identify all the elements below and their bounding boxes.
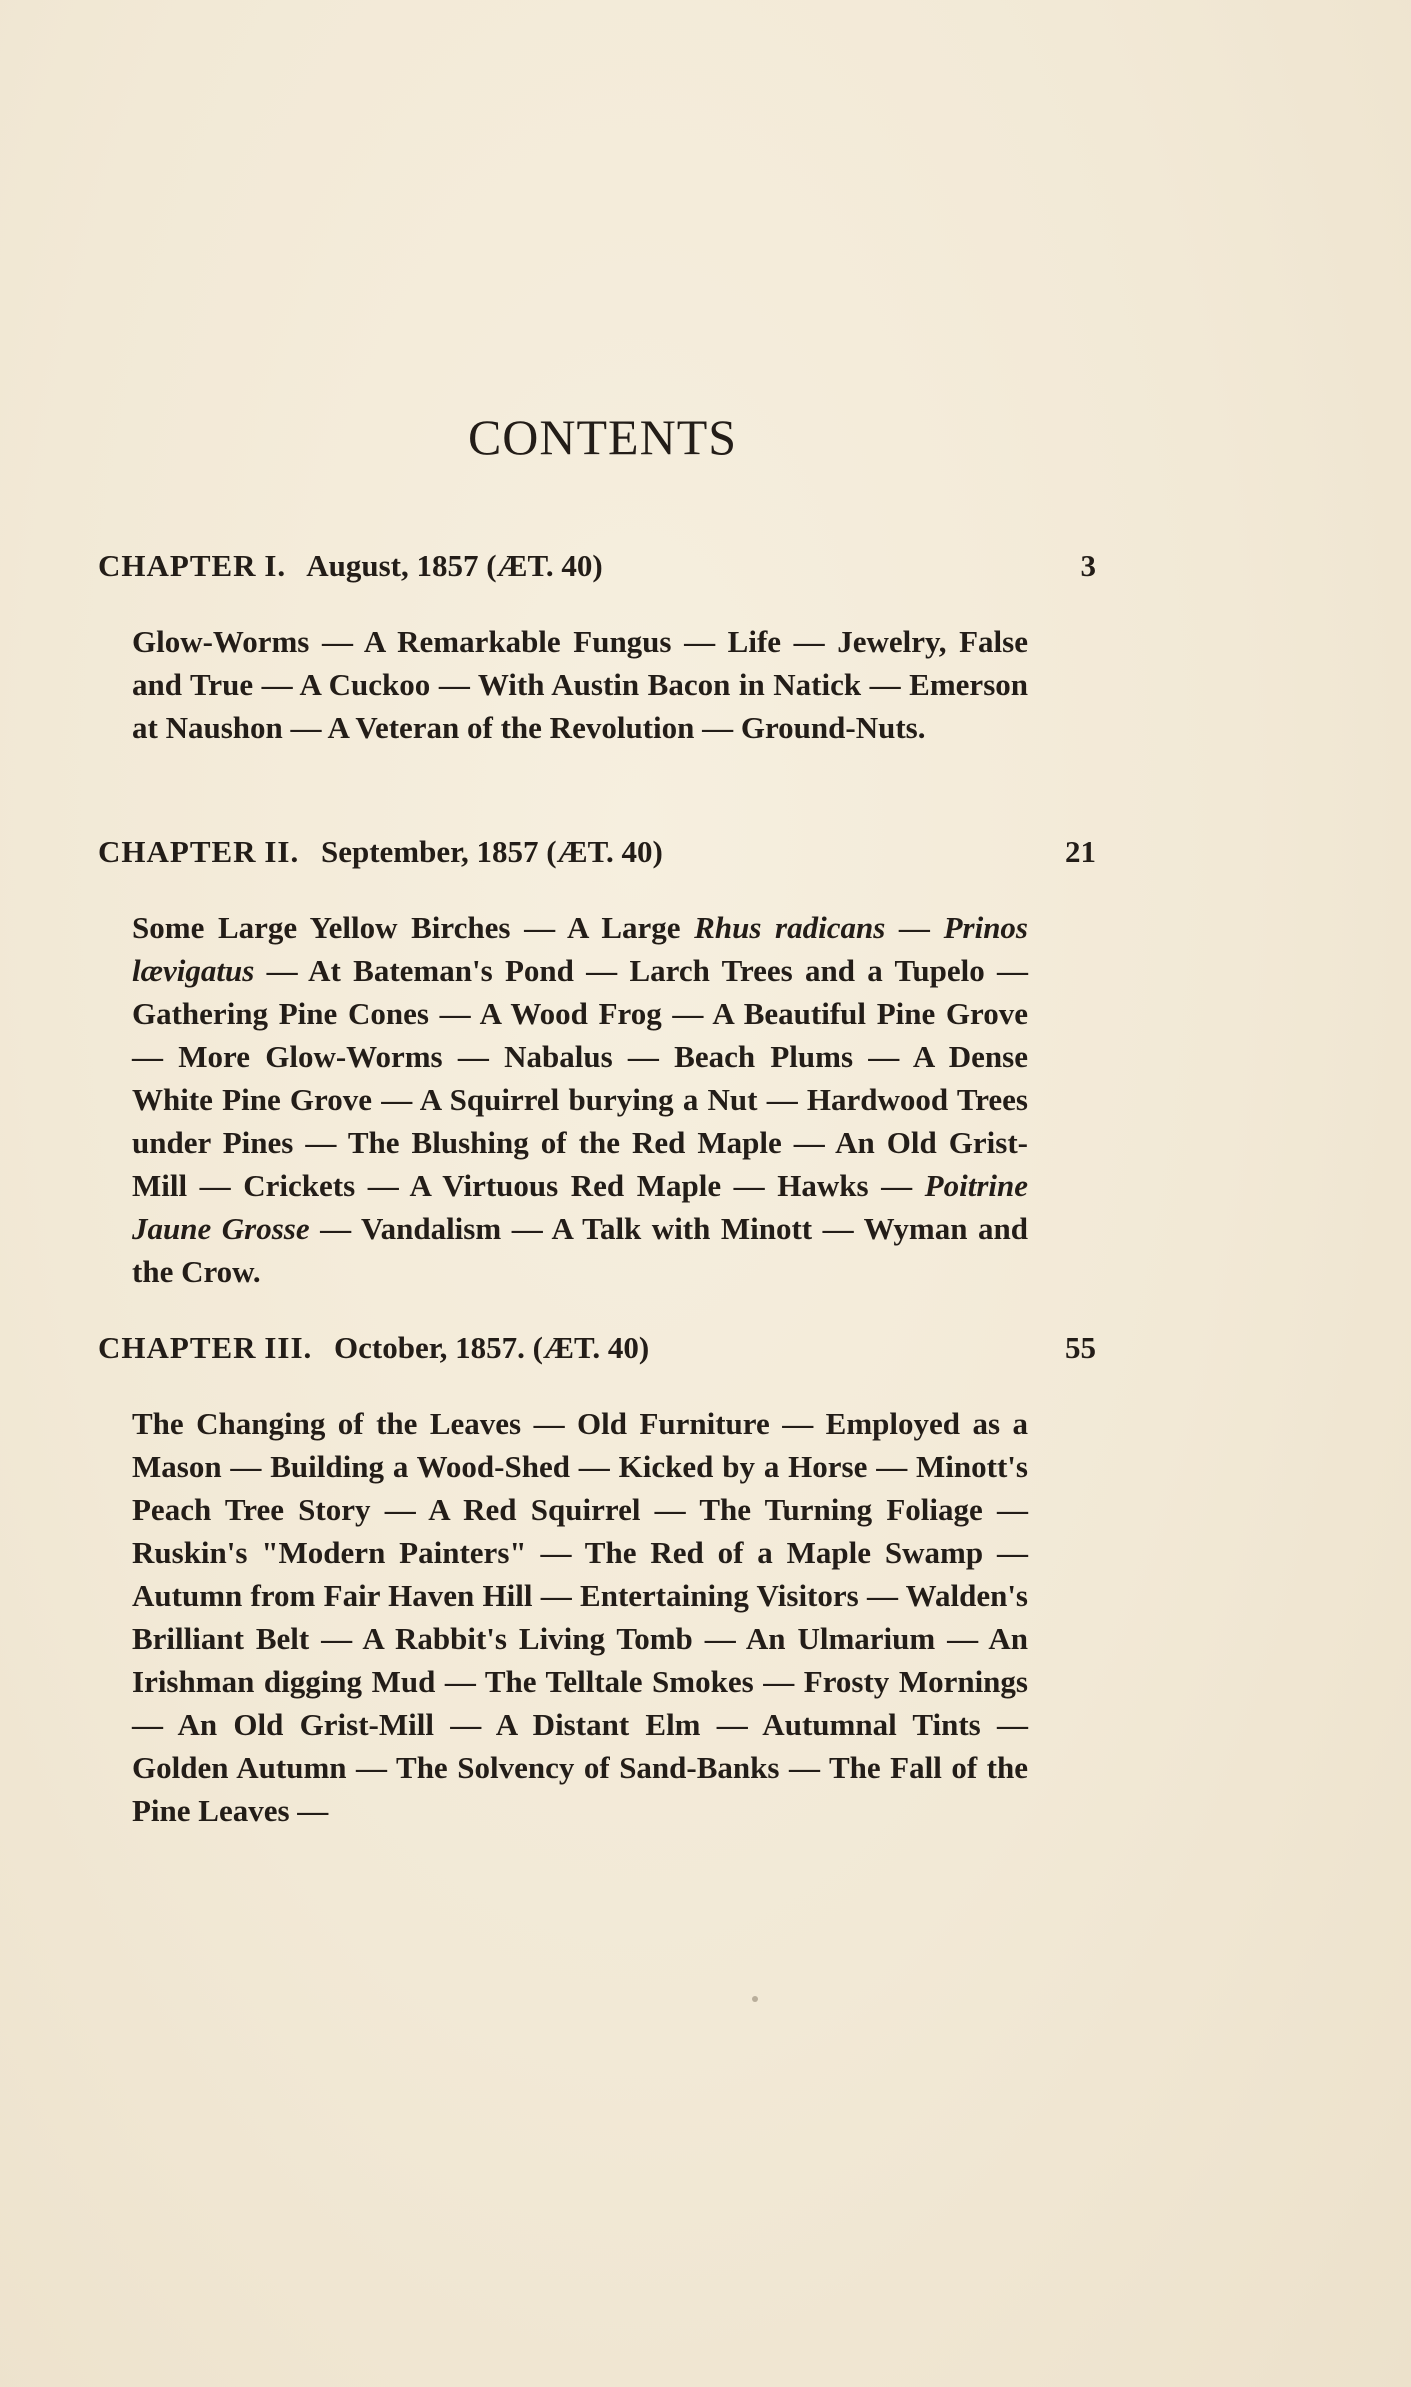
chapter-entry-1 xyxy=(98,548,1096,749)
summary-text: Some Large Yellow Birches — A Large xyxy=(132,910,695,945)
chapter-label: CHAPTER xyxy=(98,548,257,583)
chapter-number: I. xyxy=(264,548,287,583)
chapter-summary: Glow-Worms — A Remarkable Fungus — Life — Jewelry, False and True — A Cuckoo — With Austin Bacon in Natick — Emerson at Naushon — A Veteran of the Revolution — Ground-Nuts. xyxy=(132,624,1028,745)
chapter-summary xyxy=(132,906,1028,1293)
paper-speck xyxy=(752,1996,758,2002)
chapter-label: CHAPTER xyxy=(98,1330,257,1365)
summary-text: — Vandalism — A Talk with Minott — Wyman and the Crow. xyxy=(132,1211,1028,1289)
chapter-heading xyxy=(98,834,1096,884)
chapter-page-number: 3 xyxy=(1080,548,1096,583)
chapter-date: August, 1857 (ÆT. 40) xyxy=(306,548,603,583)
summary-italic-text: Rhus radicans xyxy=(694,910,886,945)
chapter-number: III. xyxy=(264,1330,313,1365)
summary-text: — At Bateman's Pond — Larch Trees and a Tupelo — Gathering Pine Cones — A Wood Frog — A Beautiful Pine Grove — More Glow-Worms — Nabalus — Beach Plums — A Dense White Pine Grove — A Squirrel burying a Nut — Hardwood Trees under Pines — The Blushing of the Red Maple — An Old Grist-Mill — Crickets — A Virtuous Red Maple — Hawks — xyxy=(132,953,1028,1203)
summary-italic-text: Poitrine Jaune Grosse xyxy=(132,1168,1028,1246)
chapter-entry-3 xyxy=(98,1330,1096,1832)
chapter-number: II. xyxy=(264,834,300,869)
summary-text: — xyxy=(885,910,944,945)
chapter-page-number: 21 xyxy=(1065,834,1096,869)
chapter-date: September, 1857 (ÆT. 40) xyxy=(320,834,663,869)
chapter-date: October, 1857. (ÆT. 40) xyxy=(334,1330,650,1365)
chapter-page-number: 55 xyxy=(1065,1330,1096,1365)
chapter-label: CHAPTER xyxy=(98,834,257,869)
chapter-entry-2 xyxy=(98,834,1096,1293)
chapter-heading xyxy=(98,548,1096,598)
page-title: CONTENTS xyxy=(467,409,738,465)
chapter-heading xyxy=(98,1330,1096,1380)
summary-italic-text: Prinos lævigatus xyxy=(132,910,1028,988)
chapter-summary: The Changing of the Leaves — Old Furniture — Employed as a Mason — Building a Wood-Shed — Kicked by a Horse — Minott's Peach Tree Story — A Red Squirrel — The Turning Foliage — Ruskin's "Modern Painters" — The Red of a Maple Swamp — Autumn from Fair Haven Hill — Entertaining Visitors — Walden's Brilliant Belt — A Rabbit's Living Tomb — An Ulmarium — An Irishman digging Mud — The Telltale Smokes — Frosty Mornings — An Old Grist-Mill — A Distant Elm — Autumnal Tints — Golden Autumn — The Solvency of Sand-Banks — The Fall of the Pine Leaves — xyxy=(132,1406,1028,1828)
